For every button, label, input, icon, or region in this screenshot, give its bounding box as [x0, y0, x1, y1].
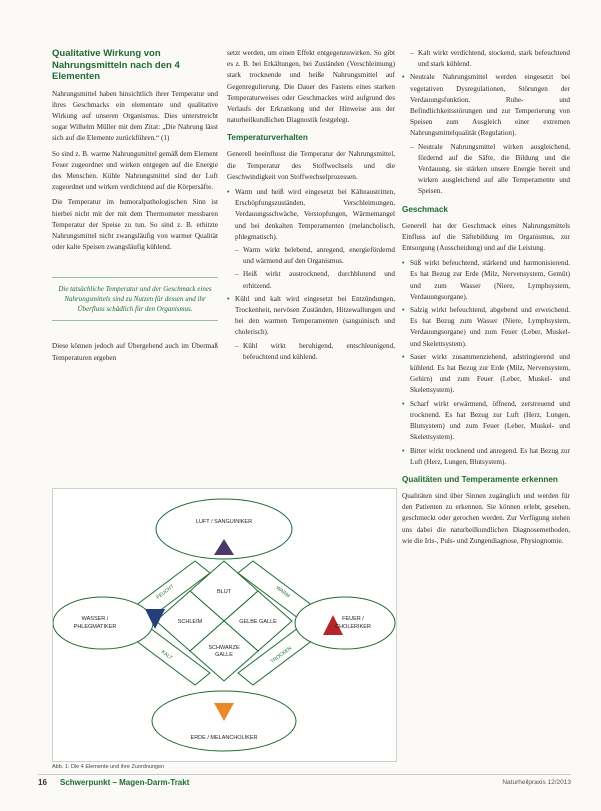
label-schwarze-1: SCHWARZE	[208, 645, 240, 651]
paragraph: Nahrungsmittel haben hinsichtlich ihrer Temperatur und ihres Geschmacks ein elementare und qualitative Wirkung auf unseren Organismus. Dies unterstreicht sogar Wilhelm Müller mit dem Zitat: „Die Nahrung lässt sich auf die Elemente zurückführen.“ (1)	[52, 89, 218, 143]
column-middle	[227, 48, 395, 365]
taste-list	[402, 258, 570, 468]
elements-diagram-svg	[53, 489, 396, 761]
list-item: • Sauer wirkt zusammenziehend, adstringierend und kühlend. Es hat Bezug zur Erde (Milz, Nervensystem, Gehirn) und zum Feuer (Leber, Muskel- und Skelettsystem).	[402, 352, 570, 397]
label-blut: BLUT	[216, 589, 232, 595]
label-wasser-1: WASSER /	[81, 616, 109, 622]
list-subitem: – Neutrale Nahrungsmittel wirken ausgleichend, fördernd auf die Säfte, die Bildung und die Verdauung, sie stärken unsere Energie bereit und wirken ausgleichend auf alle Temperamente und Speisen.	[402, 142, 570, 198]
temperature-list	[227, 187, 395, 363]
list-item: • Salzig wirkt befeuchtend, abgebend und erweichend. Es hat Bezug zum Wasser (Niere, Lymphsystem, Verdauungsorgane) und zum Feuer (Leber, Muskel- und Skelettsystem).	[402, 305, 570, 350]
elements-diagram	[52, 488, 397, 762]
page-footer	[38, 774, 571, 789]
paragraph: Diese können jedoch auf Übergehend auch im Übermaß Temperaturen ergeben	[52, 342, 218, 362]
page-number: 16	[38, 778, 47, 787]
label-schwarze-2: GALLE	[215, 652, 233, 658]
section-heading-geschmack: Geschmack	[402, 204, 448, 214]
label-gelbe-galle: GELBE GALLE	[239, 619, 277, 625]
list-subitem: – Heiß wirkt austrocknend, durchblutend und erhitzend.	[227, 269, 395, 291]
list-item: • Scharf wirkt erwärmend, öffnend, zerstreuend und trocknend. Es hat Bezug zur Luft (Herz, Lungen, Blutsystem) und zum Feuer (Leber, Muskel- und Skelettsystem).	[402, 399, 570, 444]
paragraph: Die Temperatur im humoralpathologischen Sinn ist hierbei nicht mit der mit dem Thermometer messbaren Temperatur der Speise zu tun. So sind z. B. erhitzte Nahrungsmittel nicht zwangsläufig von warmer Qualität oder kalte Speisen zwangsläufig kühlend.	[52, 198, 218, 252]
ellipse-feuer	[295, 597, 395, 649]
list-item: • Neutrale Nahrungsmittel werden eingesetzt bei vegetativen Dysregulationen, Störungen der Verdauungsfunktion, Ruhe- und Befindlichkeitsstörungen und zur Temperierung von Speisen zum Ausgleich einer extremen Nahrungsmittelqualität (Regulation).	[402, 72, 570, 139]
ellipse-wasser	[53, 597, 153, 649]
column-right	[402, 48, 570, 551]
list-item: • Kühl und kalt wird eingesetzt bei Entzündungen, Trockenheit, nervösen Zuständen, Hitzewallungen und bei den warmen Temperamenten (sanguinisch und cholerisch).	[227, 294, 395, 339]
list-item: • Süß wirkt befeuchtend, stärkend und harmonisierend. Es hat Bezug zur Erde (Milz, Nervensystem, Gemüt) und zum Wasser (Niere, Lymphsystem, Verdauungsorgane).	[402, 258, 570, 303]
label-schleim: SCHLEIM	[177, 619, 203, 625]
paragraph: Qualitäten sind über Sinnen zugänglich und werden für den Patienten zu erkennen. Sie können erlebt, gesehen, geschmeckt oder gerochen werden. Zur Verfügung stehen uns dabei die naturheilkundlichen Diagnosemethoden, wie die Iris-, Puls- und Zungendiagnose, Physiognomie.	[402, 491, 570, 545]
list-item: • Warm und heiß wird eingesetzt bei Kälteaustritten, Erschöpfungszuständen, Verschleimungen, Verdauungsschwäche, Verstopfungen, Wärmemangel und bei denkalten Temperamenten (melancholisch, phlegmatisch).	[227, 187, 395, 243]
list-subitem: – Kalt wirkt verdichtend, stockend, stark befeuchtend und stark kühlend.	[402, 48, 570, 70]
label-luft: LUFT / SANGUINIKER	[195, 519, 253, 525]
label-kalt: KALT	[159, 649, 174, 662]
label-feuer-2: CHOLERIKER	[335, 624, 371, 630]
pull-quote: Die tatsächliche Temperatur und der Geschmack eines Nahrungsmittels sind zu Nutzen für dessen und ihr Überfluss schädlich für den Organismus.	[52, 277, 218, 321]
list-subitem: – Kühl wirkt beruhigend, entschleunigend, befeuchtend und kühlend.	[227, 341, 395, 363]
label-warm: WARM	[274, 585, 291, 600]
label-feuer-1: FEUER /	[342, 616, 364, 622]
magazine-issue: Naturheilpraxis 12/2013	[502, 779, 571, 786]
paragraph: Generell beeinflusst die Temperatur der Nahrungsmittel, die Temperatur des Stoffwechsels und die Geschwindigkeit von Stoffwechselprozessen.	[227, 150, 395, 181]
label-trocken: TROCKEN	[269, 645, 293, 665]
paragraph: So sind z. B. warme Nahrungsmittel gemäß dem Element Feuer zugeordnet und wirken entgegen auf die Energie des Menschen. Kühle Nahrungsmittel sind der Luft zugeordnet und wirken verdichtend auf die Körpersäfte.	[52, 149, 218, 192]
temperature-list-cont	[402, 48, 570, 198]
label-wasser-2: PHLEGMATIKER	[73, 624, 117, 630]
label-feucht: FEUCHT	[155, 583, 176, 601]
section-heading-qualitative: Qualitative Wirkung von Nahrungsmitteln nach den 4 Elementen	[52, 48, 180, 82]
label-erde: ERDE / MELANCHOLIKER	[190, 735, 258, 741]
list-subitem: – Warm wirkt belebend, anregend, energiefördernd und wärmend auf den Organismus.	[227, 245, 395, 267]
section-title: Schwerpunkt – Magen-Darm-Trakt	[60, 778, 190, 787]
figure-caption: Abb. 1: Die 4 Elemente und ihre Zuordnungen	[52, 764, 165, 770]
paragraph: Generell hat der Geschmack eines Nahrungsmittels Einfluss auf die Säftebildung im Organismus, zur Entsorgung (Ausscheidung) und auf die Leistung.	[402, 221, 570, 253]
list-item: • Bitter wirkt trocknend und anregend. Es hat Bezug zur Luft (Herz, Lungen, Blutsystem).	[402, 446, 570, 468]
column-left	[52, 48, 218, 368]
section-heading-qualitaeten: Qualitäten und Temperamente erkennen	[402, 474, 558, 484]
section-heading-temperatur: Temperaturverhalten	[227, 133, 308, 143]
paragraph: setzt werden, um einen Effekt entgegenzuwirken. So gibt es z. B. bei Erkältungen, bei Zuständen (Verschleimung) stark trocknende und heiße Nahrungsmittel auf Gegenregulierung. Die Dauer des Fastens eines starken Temperaturweises oder Geschmackes wird aufgrund des Verlaufs der Erkrankung und der Hinweise aus der naturheilkundlichen Diagnostik festgelegt.	[227, 49, 395, 125]
